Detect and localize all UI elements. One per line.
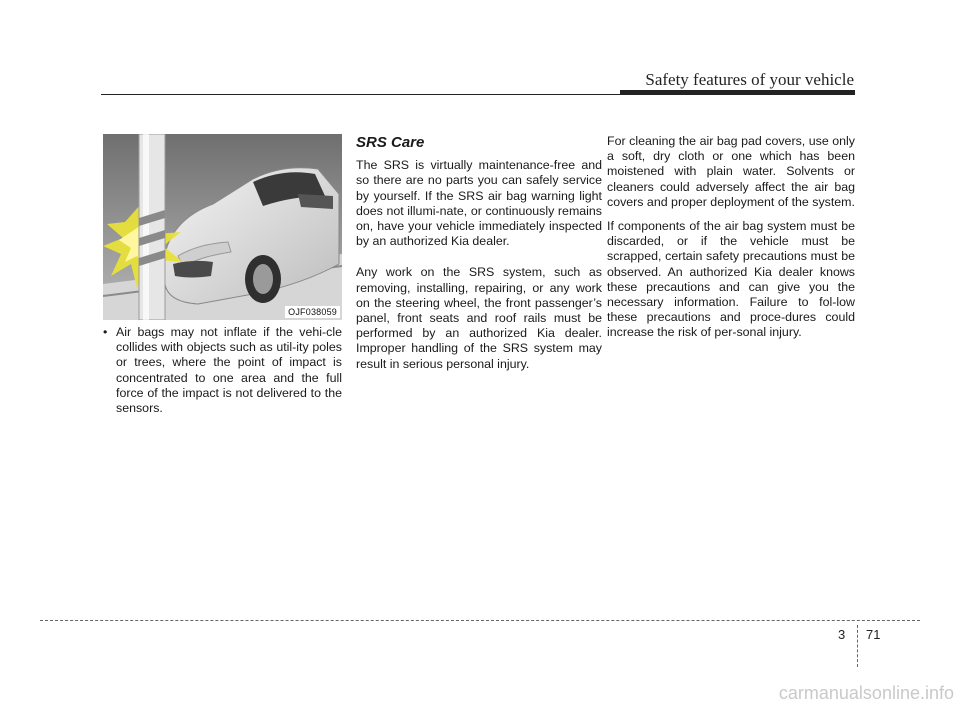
section-heading: SRS Care <box>356 134 425 151</box>
watermark: carmanualsonline.info <box>778 683 954 703</box>
column-2 <box>356 134 602 372</box>
paragraph: For cleaning the air bag pad covers, use only a soft, dry cloth or one which has been moistened with plain water. Solvents or cleaners could adversely affect the air bag covers and proper deployment of the system. <box>607 134 855 209</box>
illustration-svg <box>103 134 342 320</box>
paragraph: Any work on the SRS system, such as removing, installing, repairing, or any work on the steering wheel, the front passenger’s panel, front seats and roof rails must be performed by an authorized Kia dealer. Improper handling of the SRS system may result in serious personal injury. <box>356 265 602 371</box>
figure-code: OJF038059 <box>285 306 340 318</box>
footer-divider <box>857 625 858 667</box>
paragraph: The SRS is virtually maintenance-free and so there are no parts you can safely service by yourself. If the SRS air bag warning light does not illumi-nate, or continuously remains on, have your vehicle immediately inspected by an authorized Kia dealer. <box>356 158 602 249</box>
header-title: Safety features of your vehicle <box>645 70 854 89</box>
column-1 <box>103 325 342 416</box>
page-number: 71 <box>866 627 881 642</box>
bullet-text: Air bags may not inflate if the vehi-cle collides with objects such as util-ity poles or trees, where the point of impact is concentrated to one area and the full force of the impact is not delivered to the sensors. <box>116 325 342 416</box>
car-pole-collision-illustration <box>103 134 342 320</box>
paragraph: If components of the air bag system must be discarded, or if the vehicle must be scrapped, certain safety precautions must be observed. An authorized Kia dealer knows these precautions and can give you the necessary information. Failure to fol-low these precautions and proce-dures could increase the risk of per-sonal injury. <box>607 219 855 340</box>
bullet-mark: • <box>103 325 108 339</box>
column-3 <box>607 134 855 341</box>
pole-highlight <box>143 134 149 320</box>
car-grille <box>173 261 213 278</box>
bullet-item <box>103 325 342 416</box>
car-wheel-rim <box>253 264 273 294</box>
car-side-window <box>298 194 333 209</box>
utility-pole <box>139 134 165 320</box>
footer-rule <box>40 620 920 621</box>
header-rule-accent <box>620 90 855 95</box>
chapter-number: 3 <box>838 627 846 642</box>
